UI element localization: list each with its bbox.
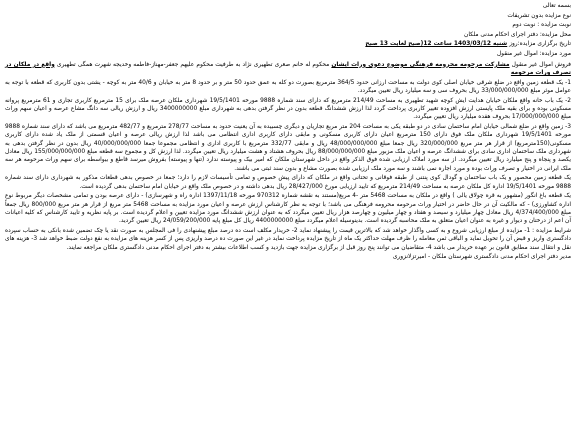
auction-date-label: تاریخ برگزاری مزایده:روز (509, 41, 571, 48)
intro-text-d: واقع در ملکان در تصرف وراث مرحومه (5, 61, 571, 77)
item-1: 1- یک قطعه زمین واقع در ضلع شرقی خیابان اصلی کوی دولت به مساحت ارزانی حدود 364/5 مترمربع بصورت دو کله به عمق حدود 50 متر و بر حدود 8 متر به خیابان و 40/6 متر به کوچه - یشتی بدون کاربری که قطعه با توجه به عوامل موثر مبلغ 33/000/000/000 ریال بحروف سی و سه میلیارد ریال تعیین میگردد. (5, 79, 571, 94)
intro-text-c: محکوم له خانم صغری تطهیری نژاد به طرفیت محکوم علیهم جعفر-مهناز-فاطمه وخدیجه شهرت همگی تطهیری (56, 61, 330, 68)
auction-conditions: شرایط مزایده : 1- مزایده از مبلغ ارزیابی شروع و به کسی واگذار خواهد شد که بالاترین قیمت را پیشنهاد نماید 2- خریدار مکلف است ده درصد مبلغ پیشنهادی را فی المجلس به صورت نقد یا چک تضمین شده بانکی به حساب سپرده دادگستری واریز و قبض آن را تحویل نماید و الباقی ثمن معامله را ظرف مهلت حداکثر یک ماه از تاریخ مزایده پرداخت نماید در غیر این صورت ده درصد واریزی پس از کسر هزینه های مزایده به نفع دولت ضبط خواهد شد 3- هزینه های نقل و انتقال سند مطابق قانون بر عهده خریدار می باشد 4- متقاضیان می توانند پنج روز قبل از برگزاری مزایده جهت بازدید و کسب اطلاعات بیشتر به دفتر اجرای احکام مدنی دادگستری ملکان مراجعه نمایند. (5, 227, 572, 251)
intro-text-b: مشارکت مرحومه محرومه فرهنگی موضوع دعوی وراث ایشان (331, 61, 510, 68)
auction-date (5, 40, 571, 48)
item-3: 3- زمین واقع در ضلع شمالی خیابان امام ساختمان سادی در دو طبقه یکی به مساحت 204 متر مربع تجاریان و دیگری چسبیده به آن یعنیت حدود به مساحت 278/77 مترمربع و 482/77 مترمربع می باشد که دارای سند شماره 9888 مورخه 19/5/1401 شهرداری ملکان ملک فوق دارای 150 مترمربع اعیان دارای کاربری مسکونی و مابقی دارای کاربری اداری انتظامی می باشد لذا ارزش ریالی عرصه و اعیان قسمتی از ملک یاد شده دارای کاربری مسکونی(150مترمربع) از قرار هر متر مربع 320/000/000 ریال جمعا مبلغ 48/000/000/000 ریال و مابقی 332/77 مترمربع با کاربری اداری و انتظامی مجموعا جمعا 40/000/000/000 ریال بدون در نظر گرفتن بدهی به شهرداری ملک ساختمان اداری سادی برای ششدانگ عرصه و اعیان ملک مزبور مبلغ 88/000/000/000 ریال بحروف هشتاد و هشت میلیارد ریال تعیین میگردد. لذا ارزش کل و مجموع سه قطعه مبلغ 155/000/000/000 ریال معادل یکصد و پنجاه و پنج میلیارد ریال تعیین میگردد. از سه مورد املاک ارزیابی شده فوق الذکر واقع در داخل شهرستان ملکان که امیر بیک و پیوسته ندارد (تنها و پیوسته) بفروش میرسد قاطع و بیواسطه برای سهم وراث مرحومه هر سه ملک ایرانی در اختیار و تصرف وراث بوده و مورد اجاره نمی باشند و سه مورد ملک ارزیابی شده بصورت مشاع و بدون سند ثبتی می باشند. (5, 123, 572, 172)
auction-round: نوبت مزایده : نوبت دوم (512, 22, 571, 29)
item-5: یک قطعه باغ انگور (مشهور به قره چولاق یالی ) واقع در ملکان به مساحت 5468 متر -4 مربع(مستند به نقشه شماره 970312 مورخه 1397/11/18 اداره راه و شهرسازی) - دارای عرصه بودن و تمامی مشخصات دیگر مربوط نوع اداره کشاورزی) - که مالکیت آن در حال حاضر در اختیار وراث مرحومه محرومه فرهنگی می باشد؛ با توجه به نظر کارشناس ارزش عرصه و اعیان مورد مزایده به مساحت 5468 متر مربع از قرار هر متر مربع 800/000 ریال جمعاً مبلغ 4/374/400/000 ریال معادل چهار میلیارد و سیصد و هفتاد و چهار میلیون و چهارصد هزار ریال تعیین میگردد که به عنوان ارزش ششدانگ مورد مزایده تعیین و اعلام گردیده است. بر پایه نظریه و تایید کارشناس که کلیه اعیانات آن اعم از درختان و دیوار و غیره به عنوان اعیان متعلق به ملک محاسبه گردیده است. بدینوسیله اعلام میگردد مبلغ 4400000000 ریال کل مبلغ پایه 24/059/200/000 ریال تعیین گردید. (5, 193, 572, 225)
auction-subject: مورد مزایده: اموال غیر منقول (496, 50, 571, 57)
intro-text-a: فروش اموال غیر منقول (511, 61, 571, 68)
item-2: 2- یک باب خانه واقع ملکان خیابان هدایت ایش کوچه شهید تطهیری به مساحت 214/49 مترمربع که دارای سند شماره 9888 مورخه 19/5/1401 شهرداری ملکان عرصه ملک برای 15 مترمربع کاربری تجاری و 61 مترمربع پروانه مسکونی بوده و برای بقیه ملک پایستی ارزش افزوده تغییر کاربری پرداخت گردد لذا ارزش ششدانگ قطعه بدون در نظر گرفتن بدهی به شهرداری مبلغ 3400000000 ریال و ارزش ریالی سه دانگ مشاع عرصه و اعیان سهم وراث مبلغ 17/000/000/000 بحروف هفده میلیارد ریال تعیین میگردد. (5, 97, 571, 121)
basmala: بسمه تعالی (542, 3, 571, 9)
intro-paragraph (5, 61, 571, 78)
footer-signature: مدیر دفتر اجرای احکام مدنی دادگستری شهرستان ملکان - امیرتزلانزوری (392, 254, 571, 261)
auction-venue: محل مزایده: دفتر اجرای احکام مدنی ملکان (464, 31, 571, 38)
auction-date-value: شنبه 1403/03/12 ساعت 12(صبح لغایت 13 صبح (365, 41, 508, 48)
item-4: یک قطعه زمین محصور و یک باب ساختمان و گودال کوی پنتنی از طبقه فوقانی و تحتانی واقع در ملکان که دارای پیش خصوص و تمامی تأسیسات لازم را دارد؛ جمعا در خصوص بدهی قطعات مذکور به شهرداری دارای سند شماره 9888 مورخه 19/5/1401 اداره کل ملکان عرصه به مساحت 214/49 مترمربع که تایید ارزیابی مورخ 28/427/000 ریال بدهی داشته و در خصوص ملک واقع در خیابان امام ساختمان بدهی گردیده است. (5, 175, 571, 190)
auction-type: نوع مزایده بدون تشریفات (507, 12, 571, 19)
